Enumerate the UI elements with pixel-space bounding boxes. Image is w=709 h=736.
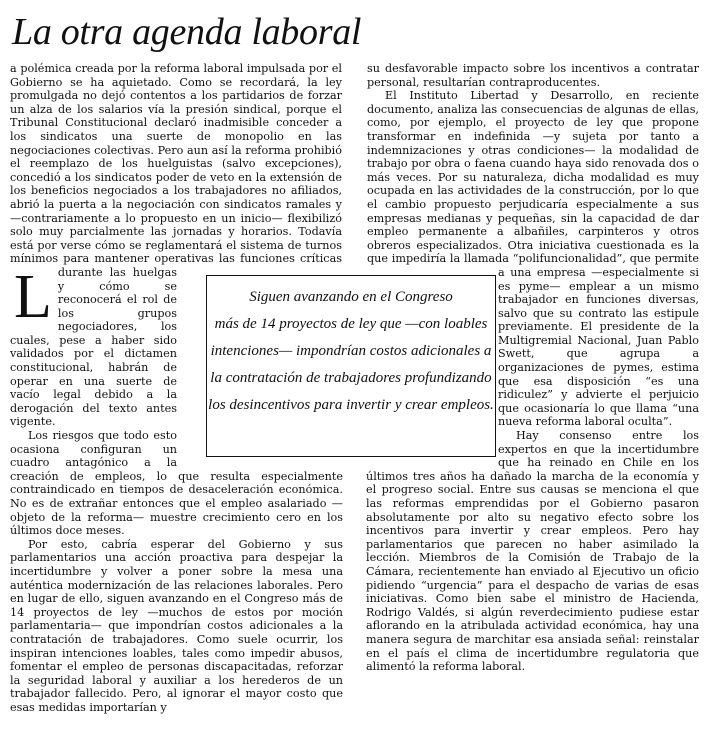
drop-cap: L — [14, 263, 52, 331]
paragraph-6: Hay consenso entre los expertos en que la incertidumbre que ha reinado en Chile en los últimos tres años ha dañado la marcha de la economía y el progreso social. Entre sus causas se menciona el que las reformas emprendidas por el Gobierno pasaron absolutamente por alto su negativo efecto sobre los incentivos para invertir y crear empleos. Pero hay parlamentarios que parecen no haber asimilado la lección. Miembros de la Comisión de Trabajo de la Cámara, recientemente han enviado al Ejecutivo un oficio pidiendo “urgencia” para el despacho de varias de esas iniciativas. Como bien sabe el ministro de Hacienda, Rodrigo Valdés, si algún reverdecimiento pudiese estar aflorando en la atribulada actividad económica, hay una manera segura de marchitar esa ansiada señal: reinstalar en el país el clima de incertidumbre regulatoria que alimentó la reforma laboral. — [366, 429, 699, 674]
pull-quote-line: Siguen avanzando en el Congreso — [249, 289, 453, 305]
pull-quote-offset-spacer — [342, 62, 343, 271]
paragraph-3: Por esto, cabría esperar del Gobierno y sus parlamentarios una acción proactiva para despejar la incertidumbre y volver a poner sobre la mesa una auténtica modernización de las relaciones laborales. Pero en lugar de ello, siguen avanzando en el Congreso más de 14 proyectos de ley —muchos de estos por moción parlamentaria— que impondrían costos adicionales a la contratación de trabajadores. Como suele ocurrir, los inspiran intenciones loables, tales como impedir abusos, fomentar el empleo de personas discapacitadas, reforzar la seguridad laboral y auxiliar a los herederos de un trabajador fallecido. Pero, al ignorar el mayor costo que esas medidas importarían y — [10, 537, 343, 714]
pull-quote-line: más de 14 proyectos de ley que —con loables — [214, 316, 488, 332]
pull-quote-line: la contratación de trabajadores profundizando — [210, 370, 492, 386]
paragraph-4: su desfavorable impacto sobre los incentivos a contratar personal, resultarían contraproducentes. — [366, 62, 699, 89]
pull-quote-line: intenciones— impondrían costos adicionales a — [210, 343, 492, 359]
paragraph-2: Los riesgos que todo esto ocasiona configuran un cuadro antagónico a la creación de empleos, lo que resulta especialmente contraindicado en tiempos de desaceleración económica. No es de extrañar entonces que el empleo asalariado —objeto de la reforma— muestre crecimiento cero en los últimos doce meses. — [10, 429, 343, 538]
paragraph-1-text: a polémica creada por la reforma laboral impulsada por el Gobierno se ha aquietado. Como se recordará, la ley promulgada no dejó contentos a los partidarios de forzar un alza de los salarios vía la presión sindical, porque el Tribunal Constitucional declaró inadmisible conceder a los sindicatos una suerte de monopolio en las negociaciones colectivas. Pero aun así la reforma prohibió el reemplazo de los huelguistas (salvo excepciones), concedió a los sindicatos poder de veto en la extensión de los beneficios negociados a los trabajadores no afiliados, abrió la puerta a la negociación con sindicatos ramales y —contrariamente a lo propuesto en un inicio— flexibilizó solo muy parcialmente las jornadas y horarios. Todavía está por verse cómo se reglamentará el sistema de turnos mínimos para mantener operativas las funciones críticas durante las huelgas y cómo se reconocerá el rol de los grupos negociadores, los cuales, pese a haber sido validados por el dictamen constitucional, habrán de operar en una suerte de vacío legal debido a la derogación del texto antes vigente. — [10, 62, 342, 429]
pull-quote — [206, 275, 496, 457]
pull-quote-line: los desincentivos para invertir y crear empleos. — [208, 397, 494, 413]
article-title: La otra agenda laboral — [12, 11, 362, 53]
paragraph-5: El Instituto Libertad y Desarrollo, en reciente documento, analiza las consecuencias de algunas de ellas, como, por ejemplo, el proyecto de ley que propone transformar en indefinida —y sujeta por tanto a indemnizaciones y otras condiciones— la modalidad de trabajo por obra o faena cuando haya sido renovada dos o más veces. Por su naturaleza, dicha modalidad es muy ocupada en las actividades de la construcción, por lo que el cambio propuesto perjudicaría especialmente a sus empresas medianas y pequeñas, sin la capacidad de dar empleo permanente a albañiles, carpinteros y otros obreros especializados. Otra iniciativa cuestionada es la que impediría la llamada “polifuncionalidad”, que permite a una empresa —especialmente si es pyme— emplear a un mismo trabajador en funciones diversas, salvo que su contrato las estipule previamente. El presidente de la Multigremial Nacional, Juan Pablo Swett, que agrupa a organizaciones de pymes, estima que esa disposición “es una ridiculez” y advierte el perjuicio que ocasionaría lo que llama “una nueva reforma laboral oculta”. — [367, 89, 699, 429]
